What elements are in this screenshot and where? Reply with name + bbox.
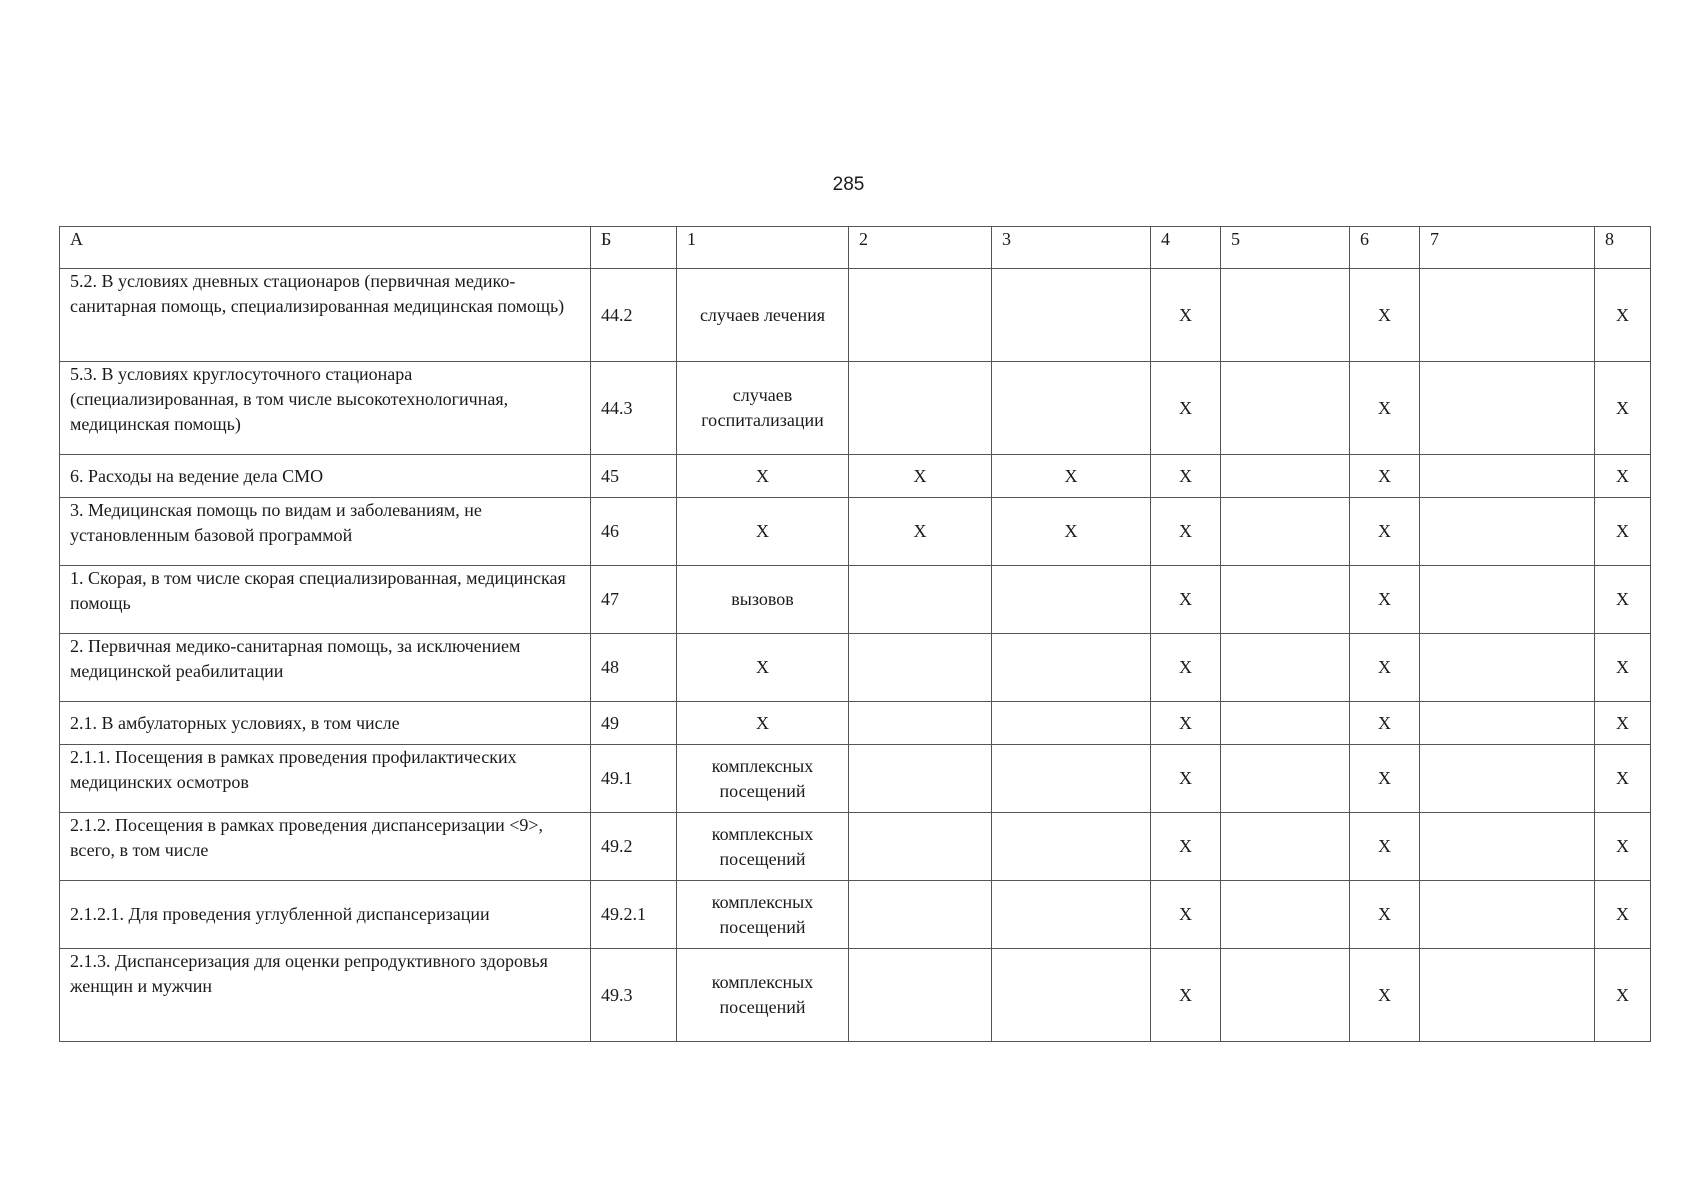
cell: Х: [1151, 813, 1221, 881]
cell: Х: [992, 455, 1151, 498]
cell: [849, 702, 992, 745]
table-row: [60, 566, 1651, 634]
column-header: Б: [591, 227, 677, 269]
row-code: 45: [591, 455, 677, 498]
cell: [992, 702, 1151, 745]
column-header: 5: [1221, 227, 1350, 269]
cell: [849, 949, 992, 1042]
cell: [849, 745, 992, 813]
cell: Х: [1595, 566, 1651, 634]
row-label: 2. Первичная медико-санитарная помощь, за исключением медицинской реабилитации: [60, 634, 591, 702]
cell: Х: [677, 455, 849, 498]
cell: [1420, 634, 1595, 702]
row-label: 2.1. В амбулаторных условиях, в том числе: [60, 702, 591, 745]
column-header: 1: [677, 227, 849, 269]
cell: Х: [1151, 455, 1221, 498]
cell: Х: [1151, 745, 1221, 813]
cell: Х: [1595, 269, 1651, 362]
cell: [1221, 949, 1350, 1042]
cell: Х: [677, 634, 849, 702]
table-row: [60, 881, 1651, 949]
column-header: 4: [1151, 227, 1221, 269]
row-label: 2.1.2.1. Для проведения углубленной диспансеризации: [60, 881, 591, 949]
table-row: [60, 813, 1651, 881]
cell: [1420, 745, 1595, 813]
cell: [992, 745, 1151, 813]
cell: Х: [1151, 566, 1221, 634]
cell: Х: [1350, 881, 1420, 949]
cell: Х: [1595, 745, 1651, 813]
cell: Х: [1595, 634, 1651, 702]
row-label: 1. Скорая, в том числе скорая специализированная, медицинская помощь: [60, 566, 591, 634]
cell: [849, 362, 992, 455]
cell: Х: [677, 702, 849, 745]
cell: [992, 634, 1151, 702]
cell: Х: [677, 498, 849, 566]
cell: Х: [1350, 702, 1420, 745]
cell: [1221, 269, 1350, 362]
cell: [849, 269, 992, 362]
cell: случаев госпитализации: [677, 362, 849, 455]
cell: [1221, 813, 1350, 881]
row-code: 47: [591, 566, 677, 634]
table-row: [60, 362, 1651, 455]
cell: Х: [1350, 498, 1420, 566]
cell: [992, 813, 1151, 881]
cell: Х: [1595, 702, 1651, 745]
cell: [849, 813, 992, 881]
table-header-row: [60, 227, 1651, 269]
cell: Х: [992, 498, 1151, 566]
row-code: 49.3: [591, 949, 677, 1042]
row-label: 2.1.3. Диспансеризация для оценки репродуктивного здоровья женщин и мужчин: [60, 949, 591, 1042]
cell: Х: [1350, 455, 1420, 498]
cell: [1221, 702, 1350, 745]
cell: [1221, 362, 1350, 455]
table-row: [60, 455, 1651, 498]
cell: Х: [1151, 634, 1221, 702]
column-header: 6: [1350, 227, 1420, 269]
cell: Х: [1151, 702, 1221, 745]
row-code: 49: [591, 702, 677, 745]
cell: Х: [1350, 634, 1420, 702]
cell: [1420, 881, 1595, 949]
cell: Х: [1151, 949, 1221, 1042]
cell: [1420, 566, 1595, 634]
column-header: 7: [1420, 227, 1595, 269]
cell: [1221, 455, 1350, 498]
cell: комплексных посещений: [677, 745, 849, 813]
cell: [1420, 813, 1595, 881]
row-label: 2.1.1. Посещения в рамках проведения профилактических медицинских осмотров: [60, 745, 591, 813]
cell: [849, 881, 992, 949]
cell: Х: [1350, 362, 1420, 455]
cell: Х: [1151, 498, 1221, 566]
cell: [1221, 634, 1350, 702]
table-row: [60, 745, 1651, 813]
row-code: 44.3: [591, 362, 677, 455]
row-code: 49.2.1: [591, 881, 677, 949]
column-header: 3: [992, 227, 1151, 269]
cell: [1420, 702, 1595, 745]
cell: [992, 566, 1151, 634]
cell: [992, 269, 1151, 362]
cell: [1420, 498, 1595, 566]
column-header: А: [60, 227, 591, 269]
cell: Х: [849, 498, 992, 566]
cell: [1420, 455, 1595, 498]
cell: [849, 634, 992, 702]
cell: Х: [1350, 566, 1420, 634]
cell: [992, 881, 1151, 949]
cell: [992, 949, 1151, 1042]
cell: Х: [1151, 269, 1221, 362]
cell: Х: [1595, 455, 1651, 498]
cell: [1221, 566, 1350, 634]
table-row: [60, 702, 1651, 745]
row-label: 2.1.2. Посещения в рамках проведения диспансеризации <9>, всего, в том числе: [60, 813, 591, 881]
cell: случаев лечения: [677, 269, 849, 362]
row-label: 5.2. В условиях дневных стационаров (первичная медико-санитарная помощь, специализированная медицинская помощь): [60, 269, 591, 362]
cell: Х: [1350, 813, 1420, 881]
cell: [1420, 949, 1595, 1042]
row-code: 44.2: [591, 269, 677, 362]
cell: Х: [1350, 269, 1420, 362]
cell: [992, 362, 1151, 455]
cell: Х: [1151, 881, 1221, 949]
cell: Х: [1151, 362, 1221, 455]
table-row: [60, 949, 1651, 1042]
table-row: [60, 498, 1651, 566]
cell: [1221, 745, 1350, 813]
table-row: [60, 634, 1651, 702]
page-number: 285: [832, 174, 865, 195]
cell: Х: [1350, 949, 1420, 1042]
cell: [1420, 362, 1595, 455]
cell: Х: [1350, 745, 1420, 813]
cell: [1420, 269, 1595, 362]
cell: Х: [849, 455, 992, 498]
cell: [1221, 881, 1350, 949]
table-row: [60, 269, 1651, 362]
cell: комплексных посещений: [677, 813, 849, 881]
cell: [849, 566, 992, 634]
cell: Х: [1595, 881, 1651, 949]
column-header: 8: [1595, 227, 1651, 269]
cell: Х: [1595, 498, 1651, 566]
cell: Х: [1595, 362, 1651, 455]
row-label: 5.3. В условиях круглосуточного стационара (специализированная, в том числе высокотехнологичная, медицинская помощь): [60, 362, 591, 455]
row-label: 6. Расходы на ведение дела СМО: [60, 455, 591, 498]
row-code: 46: [591, 498, 677, 566]
cell: комплексных посещений: [677, 881, 849, 949]
cell: [1221, 498, 1350, 566]
cell: комплексных посещений: [677, 949, 849, 1042]
cell: Х: [1595, 813, 1651, 881]
cell: вызовов: [677, 566, 849, 634]
row-code: 48: [591, 634, 677, 702]
data-table: [59, 226, 1651, 1042]
row-label: 3. Медицинская помощь по видам и заболеваниям, не установленным базовой программой: [60, 498, 591, 566]
row-code: 49.1: [591, 745, 677, 813]
row-code: 49.2: [591, 813, 677, 881]
cell: Х: [1595, 949, 1651, 1042]
column-header: 2: [849, 227, 992, 269]
